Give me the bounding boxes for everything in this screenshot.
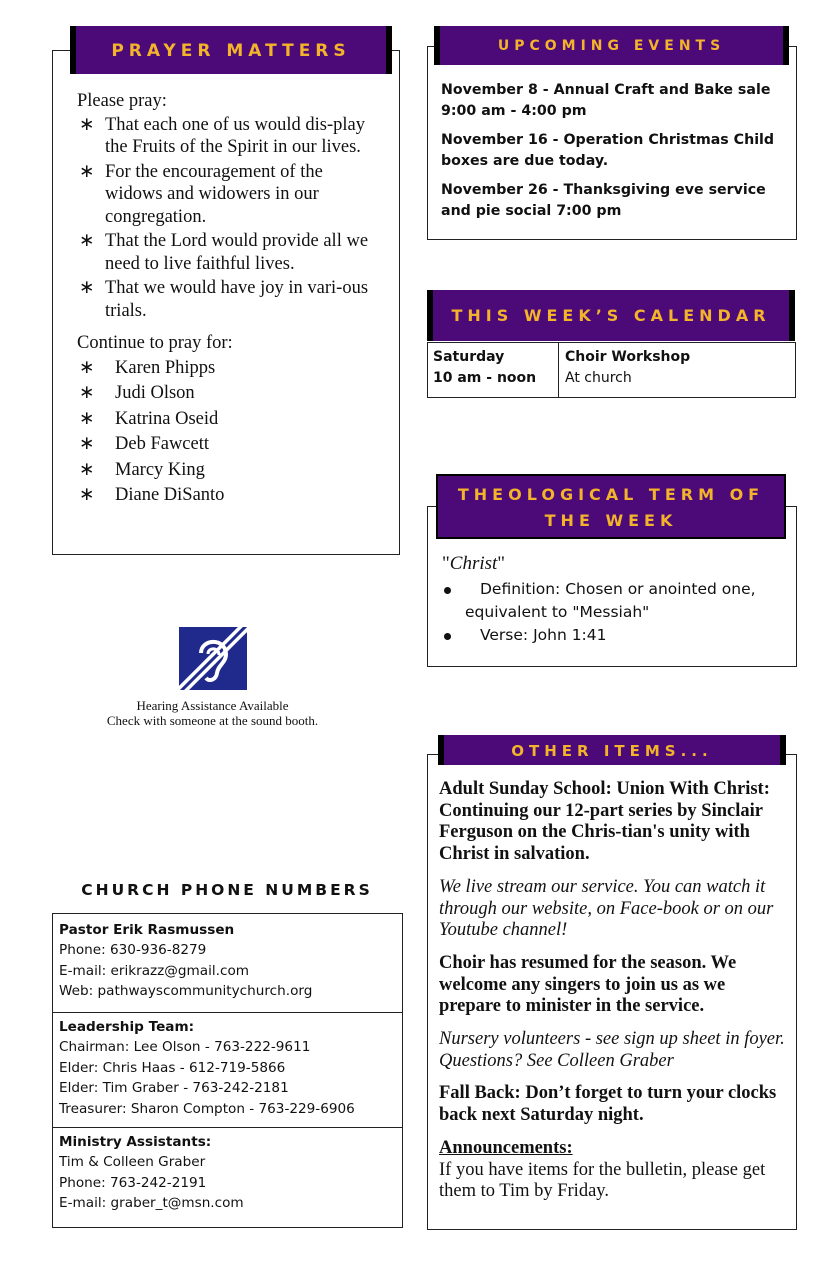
hearing-assistance-text [60, 698, 365, 728]
ministry-line: Phone: 763-242-2191 [59, 1174, 207, 1191]
calendar-day: Saturday [433, 349, 505, 365]
pastor-cell [53, 914, 402, 1013]
hearing-line-2: Check with someone at the sound booth. [106, 713, 319, 728]
hearing-assistance-icon [179, 627, 247, 690]
prayer-request: ∗ That we would have joy in vari-ous trials. [79, 278, 369, 321]
asterisk-icon: ∗ [79, 434, 95, 454]
asterisk-icon: ∗ [79, 278, 95, 298]
prayer-names-list [77, 356, 382, 509]
asterisk-icon: ∗ [79, 161, 95, 182]
prayer-name: ∗ Karen Phipps [77, 356, 382, 382]
term-word: "Christ" [442, 553, 506, 574]
pastor-phone: Phone: 630-936-8279 [59, 942, 207, 959]
pastor-email: E-mail: erikrazz@gmail.com [59, 962, 250, 979]
pastor-web: Web: pathwayscommunitychurch.org [59, 983, 313, 1000]
calendar-what-cell [559, 343, 696, 397]
prayer-request: ∗ For the encouragement of the widows and widowers in our congregation. [79, 161, 323, 227]
calendar-location: At church [565, 369, 632, 386]
leadership-line: Treasurer: Sharon Compton - 763-229-6906 [59, 1100, 355, 1117]
prayer-request: ∗ That the Lord would provide all we need to live faithful lives. [79, 231, 369, 274]
upcoming-events-header [434, 26, 789, 65]
term-bullet: Definition: Chosen or anointed one, equivalent to "Messiah" [442, 578, 792, 624]
asterisk-icon: ∗ [79, 459, 95, 480]
term-title-line-1: THEOLOGICAL TERM OF [457, 485, 765, 504]
asterisk-icon: ∗ [79, 231, 95, 251]
other-items-title: OTHER ITEMS... [511, 742, 713, 760]
calendar-title: THIS WEEK’S CALENDAR [451, 306, 771, 325]
event-item: November 16 - Operation Christmas Child boxes are due today. [441, 132, 775, 169]
sunday-school-text: Adult Sunday School: Union With Christ: Continuing our 12-part series by Sinclair Ferguson on the Chris-tian's unity with Christ in salvation. [439, 779, 770, 865]
prayer-request-list [77, 114, 382, 323]
calendar-when-cell [428, 343, 559, 397]
ministry-cell [53, 1128, 402, 1214]
nursery-text: Nursery volunteers - see sign up sheet in foyer. Questions? See Colleen Graber [439, 1029, 785, 1071]
calendar-time: 10 am - noon [433, 369, 537, 386]
phone-numbers-title: CHURCH PHONE NUMBERS [81, 881, 373, 899]
other-items-content [439, 779, 789, 1203]
announcements-text: If you have items for the bulletin, please get them to Tim by Friday. [439, 1159, 766, 1202]
prayer-name: ∗ Deb Fawcett [77, 432, 382, 458]
term-content [442, 552, 792, 647]
prayer-intro: Please pray: [77, 91, 167, 111]
bullet-dot-icon [444, 587, 451, 594]
prayer-name: ∗ Diane DiSanto [77, 483, 382, 509]
calendar-table [427, 342, 796, 398]
term-bullets [442, 578, 792, 647]
term-title-line-2: THE WEEK [544, 511, 678, 530]
prayer-content [77, 90, 382, 509]
event-item: November 8 - Annual Craft and Bake sale 9:00 am - 4:00 pm [441, 82, 771, 119]
bullet-dot-icon [444, 633, 451, 640]
leadership-line: Elder: Chris Haas - 612-719-5866 [59, 1059, 286, 1076]
asterisk-icon: ∗ [79, 408, 95, 429]
leadership-title: Leadership Team: [59, 1019, 195, 1035]
term-header [436, 474, 786, 539]
leadership-line: Chairman: Lee Olson - 763-222-9611 [59, 1039, 311, 1056]
ministry-title: Ministry Assistants: [59, 1134, 212, 1150]
prayer-name: ∗ Katrina Oseid [77, 407, 382, 433]
ministry-line: E-mail: graber_t@msn.com [59, 1195, 244, 1212]
asterisk-icon: ∗ [79, 485, 95, 505]
leadership-line: Elder: Tim Graber - 763-242-2181 [59, 1080, 289, 1097]
fall-back-text: Fall Back: Don’t forget to turn your clocks back next Saturday night. [439, 1083, 777, 1126]
phone-numbers-table [52, 913, 403, 1228]
announcements-title: Announcements: [439, 1137, 573, 1158]
leadership-cell [53, 1013, 402, 1128]
prayer-matters-header [70, 26, 392, 74]
prayer-name: ∗ Judi Olson [77, 381, 382, 407]
pastor-name: Pastor Erik Rasmussen [59, 922, 235, 938]
hearing-line-1: Hearing Assistance Available [136, 698, 289, 713]
prayer-matters-title: PRAYER MATTERS [111, 41, 351, 61]
prayer-request: ∗ That each one of us would dis-play the Fruits of the Spirit in our lives. [79, 114, 365, 157]
asterisk-icon: ∗ [79, 383, 95, 403]
other-items-header [438, 735, 786, 765]
asterisk-icon: ∗ [79, 114, 95, 135]
calendar-event: Choir Workshop [565, 349, 691, 365]
continue-label: Continue to pray for: [77, 333, 233, 353]
events-list [441, 80, 793, 222]
upcoming-events-title: UPCOMING EVENTS [497, 38, 726, 54]
livestream-text: We live stream our service. You can watch it through our website, on Face-book or on our Youtube channel! [439, 876, 774, 941]
term-bullet: Verse: John 1:41 [442, 624, 792, 647]
event-item: November 26 - Thanksgiving eve service and pie social 7:00 pm [441, 182, 766, 219]
asterisk-icon: ∗ [79, 357, 95, 378]
choir-text: Choir has resumed for the season. We welcome any singers to join us as we prepare to minister in the service. [439, 952, 737, 1017]
calendar-header [427, 290, 795, 341]
prayer-name: ∗ Marcy King [77, 458, 382, 484]
ministry-line: Tim & Colleen Graber [59, 1154, 206, 1171]
